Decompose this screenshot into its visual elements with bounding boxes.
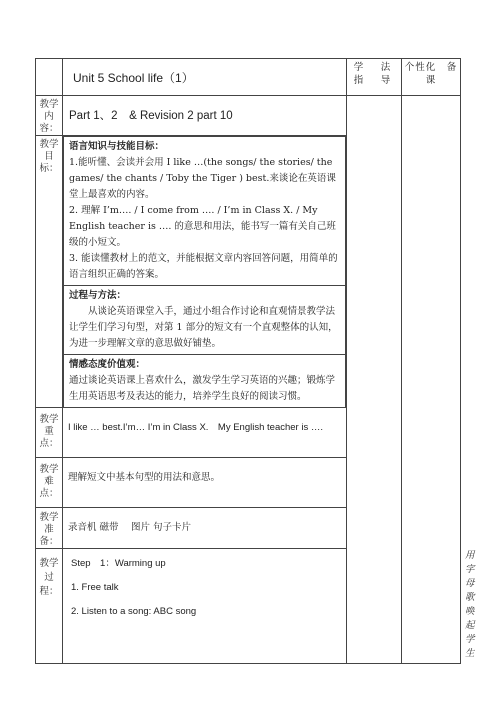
goals-label: 教学目标：: [36, 136, 63, 408]
process-label: 教学过程：: [36, 549, 63, 664]
attitude-goals-text: 通过谈论英语课上喜欢什么，激发学生学习英语的兴趣；锻炼学生用英语思考及表达的能力，培养学生良好的阅读习惯。: [69, 375, 336, 402]
difficult-points-text: 理解短文中基本句型的用法和意思。: [63, 458, 347, 508]
personal-column-header: 个性化 备 课: [402, 59, 461, 96]
step-item-2: 2. Listen to a song: ABC song: [71, 606, 197, 617]
content-text: Part 1、2 & Revision 2 part 10: [63, 96, 347, 136]
header-row: [36, 59, 461, 96]
difficult-points-label: 教学难点：: [36, 458, 63, 508]
process-steps: [63, 549, 347, 664]
process-goals-text: 从谈论英语课堂入手，通过小组合作讨论和直观情景教学法让学生们学习句型，对第 1 部分的短文有一个直观整体的认知，为进一步理解文章的意思做好铺垫。: [69, 306, 338, 349]
goal-item-2: 2. 理解 I’m…. / I come from …. / I’m in Class X. / My English teacher is …. 的意思和用法，能书写一篇有关自己班级的小短文。: [69, 205, 336, 248]
content-label: 教学内容：: [36, 96, 63, 136]
method-column-header: 学 法 指 导: [347, 59, 402, 96]
language-goals-title: 语言知识与技能目标：: [69, 141, 165, 152]
step-item-1: 1. Free talk: [71, 582, 119, 593]
step-heading: Step 1：Warming up: [71, 558, 166, 569]
lesson-plan-table: [35, 58, 478, 664]
personal-prep-cell: [402, 96, 461, 664]
content-row: [36, 96, 461, 136]
goal-item-3: 3. 能读懂教材上的范文，并能根据文章内容回答问题，用简单的语言组织正确的答案。: [69, 253, 338, 280]
preparation-text: 录音机 磁带 图片 句子卡片: [63, 508, 347, 549]
goal-item-1: 1.能听懂、会读并会用 I like …(the songs/ the stories/ the games/ the chants / Toby the Tiger ) best.来谈论在英语课堂上最喜欢的内容。: [69, 157, 336, 200]
process-goals-title: 过程与方法：: [69, 290, 127, 301]
attitude-goals-title: 情感态度价值观：: [69, 359, 146, 370]
process-row: 教学过程： Step 1：Warming up 1. Free talk 2. Listen to a song: ABC song 用字母歌唤起学生: [36, 549, 461, 664]
goals-subtable: [63, 136, 346, 407]
process-goals: [64, 286, 346, 355]
attitude-goals: [64, 355, 346, 408]
lesson-title: Unit 5 School life（1）: [63, 59, 347, 96]
method-guidance-cell: [347, 96, 402, 664]
key-points-label: 教学重点：: [36, 408, 63, 458]
key-points-text: I like … best.I’m… I’m in Class X. My English teacher is ….: [63, 408, 347, 458]
preparation-label: 教学准备：: [36, 508, 63, 549]
language-goals: [64, 137, 346, 286]
